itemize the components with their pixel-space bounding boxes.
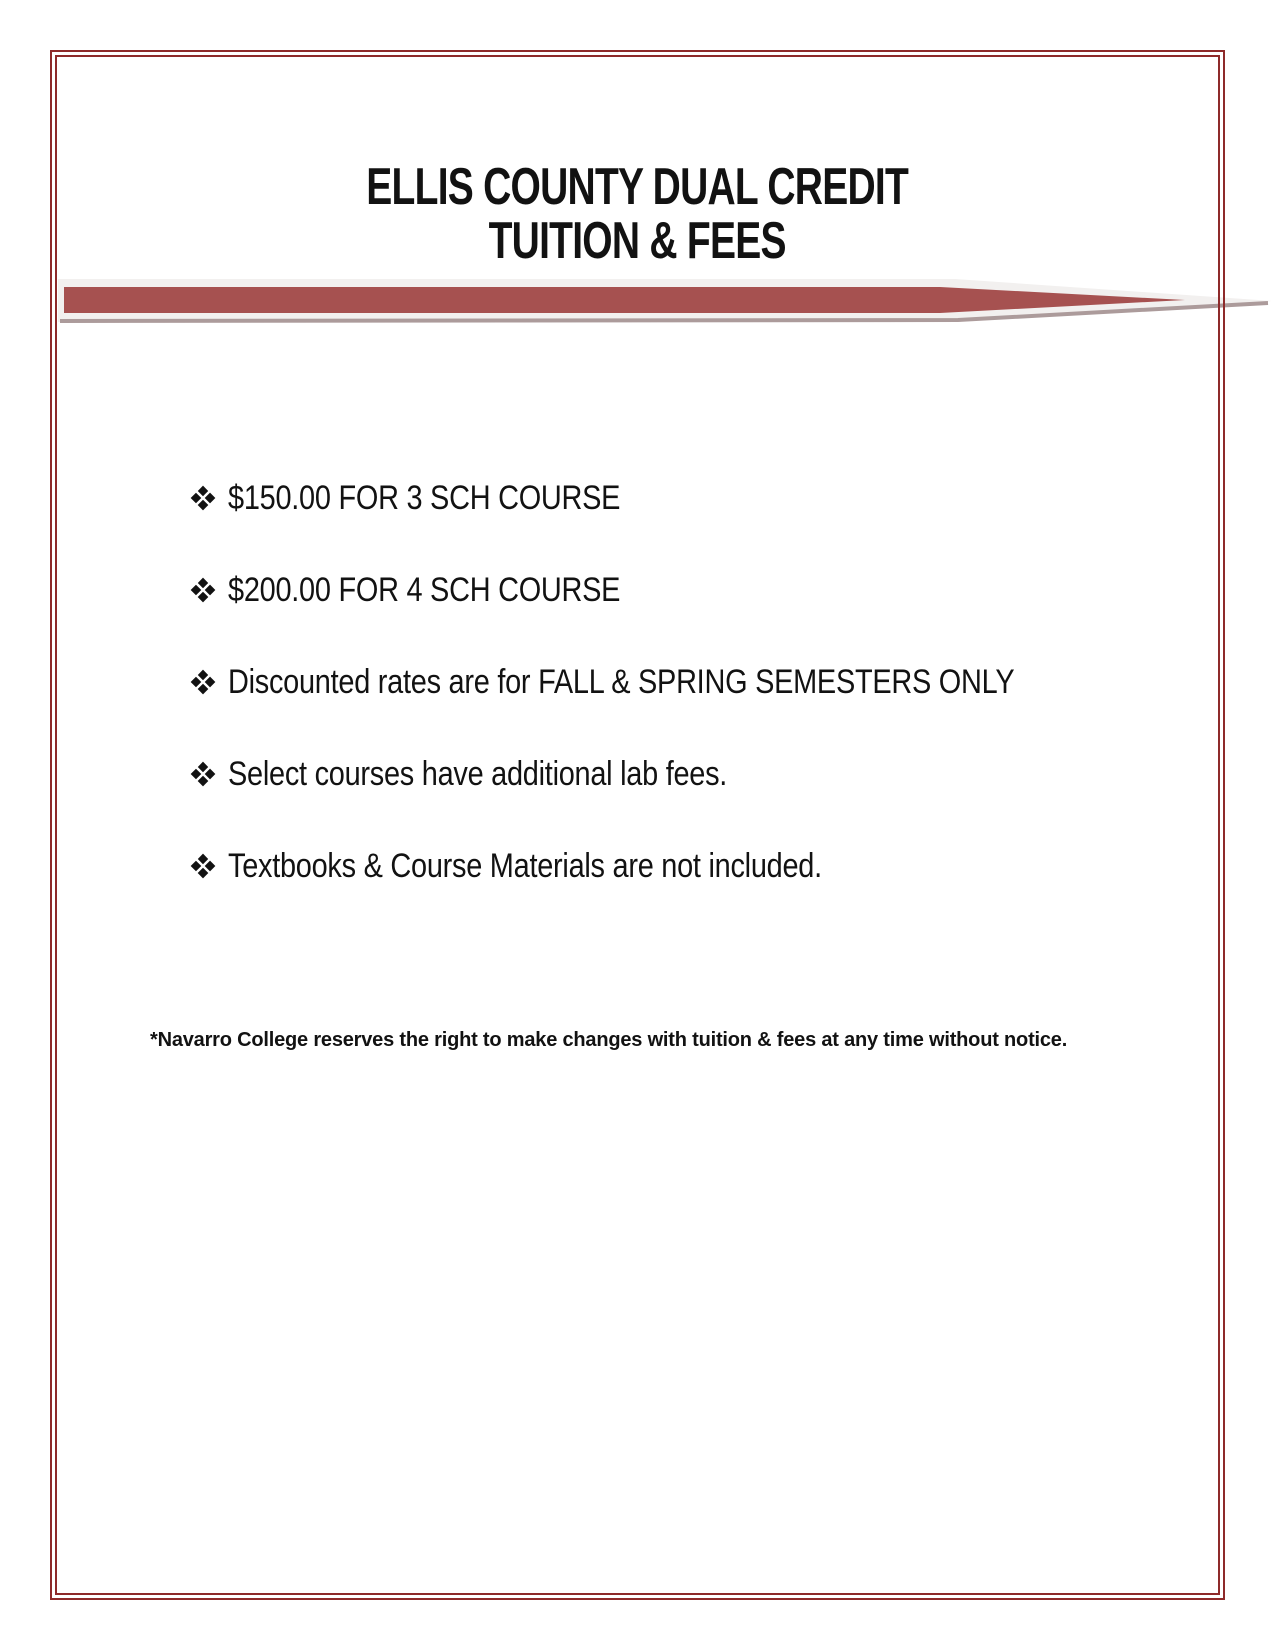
list-item [190, 452, 1190, 544]
page-title [0, 160, 1275, 268]
four-diamond-bullet-icon [190, 761, 216, 787]
list-item [190, 544, 1190, 636]
bullet-text: $200.00 FOR 4 SCH COURSE [228, 570, 621, 609]
list-item [190, 820, 1190, 912]
four-diamond-bullet-icon [190, 577, 216, 603]
four-diamond-bullet-icon [190, 485, 216, 511]
list-item [190, 728, 1190, 820]
four-diamond-bullet-icon [190, 669, 216, 695]
bullet-text: Discounted rates are for FALL & SPRING SEMESTERS ONLY [228, 662, 1015, 701]
tuition-bullet-list [190, 452, 1190, 912]
page-title-line2: TUITION & FEES [488, 212, 787, 270]
bullet-text: Textbooks & Course Materials are not included. [228, 846, 822, 885]
footnote: *Navarro College reserves the right to make changes with tuition & fees at any time without notice. [150, 1029, 1068, 1051]
list-item [190, 636, 1190, 728]
bullet-text: $150.00 FOR 3 SCH COURSE [228, 478, 621, 517]
four-diamond-bullet-icon [190, 853, 216, 879]
page-title-line1: ELLIS COUNTY DUAL CREDIT [366, 158, 909, 216]
bullet-text: Select courses have additional lab fees. [228, 754, 728, 793]
title-banner-graphic [0, 270, 1275, 334]
